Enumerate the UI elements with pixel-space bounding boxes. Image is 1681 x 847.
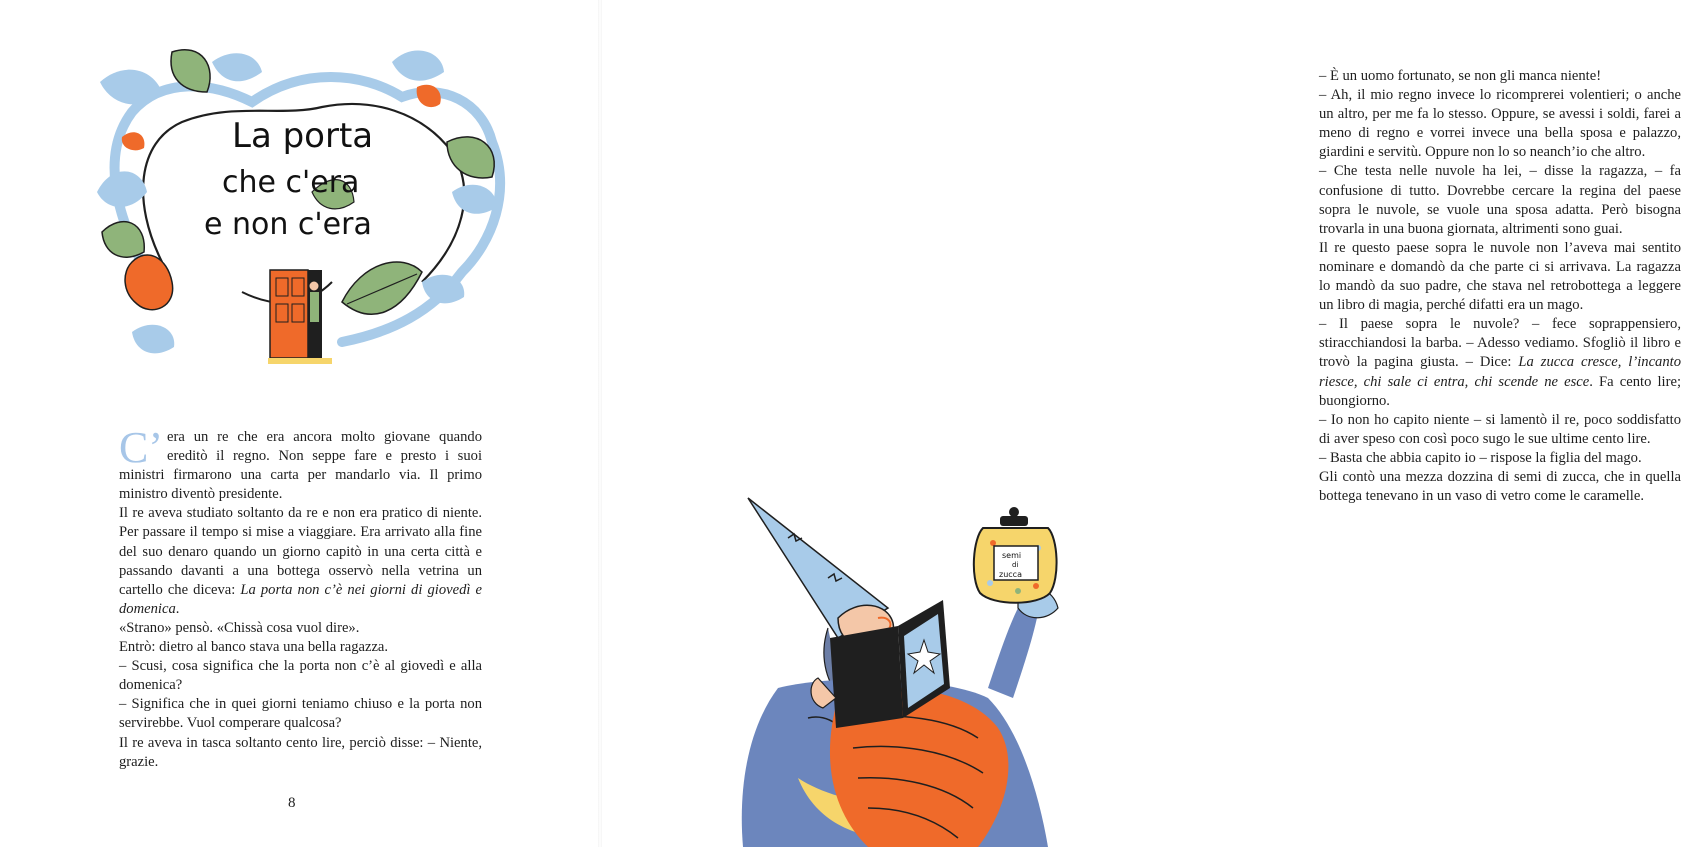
paragraph: Entrò: dietro al banco stava una bella ragazza. <box>119 639 389 656</box>
drop-cap: C’ <box>119 423 163 472</box>
paragraph: – Il paese sopra le nuvole? – fece soprappensiero, stiracchiandosi la barba. – Adesso vediamo. Sfogliò il libro e trovò la pagina giusta. – Dice: La zucca cresce, l’incanto riesce, chi sale ci entra, chi scende ne esce. Fa cento lire; buongiorno. <box>1319 316 1681 409</box>
paragraph: – Io non ho capito niente – si lamentò il re, poco soddisfatto di aver speso con così poco sugo le sue ultime cento lire. <box>1319 411 1681 447</box>
paragraph: Il re aveva studiato soltanto da re e non era pratico di niente. Per passare il tempo si mise a viaggiare. Era arrivato alla fine del suo denaro quando un giorno capitò in una certa città e passando davanti a una bottega osservò nella vetrina un cartello che diceva: La porta non c’è nei giorni di giovedì e domenica. <box>119 505 482 617</box>
paragraph: – Ah, il mio regno invece lo ricomprerei volentieri; o anche un altro, per me fa lo stesso. Oppure, se avessi i soldi, farei a meno di regno e vorrei invece una bella sposa e palazzo, giardini e servitù. Oppure non lo so neanch’io che altro. <box>1319 87 1681 161</box>
left-page-text <box>119 423 482 772</box>
right-page-text <box>1319 67 1681 506</box>
paragraph: – Significa che in quei giorni teniamo chiuso e la porta non servirebbe. Vuol comperare qualcosa? <box>119 696 482 732</box>
left-page <box>0 0 600 847</box>
paragraph: – È un uomo fortunato, se non gli manca niente! <box>1319 68 1602 84</box>
paragraph: Gli contò una mezza dozzina di semi di zucca, che in quella bottega tenevano in un vaso di vetro come le caramelle. <box>1319 468 1681 505</box>
paragraph: «Strano» pensò. «Chissà cosa vuol dire». <box>119 619 360 636</box>
jar-label-line-2: di <box>1012 561 1019 569</box>
paragraph: – Che testa nelle nuvole ha lei, – disse la ragazza, – fa confusione di tutto. Dovrebbe cercare la regina del paese sopra le nuvole, se vuole una sposa adatta. Però bisogna trovarla in una buona giornata, altrimenti sono guai. <box>1319 163 1681 237</box>
paragraph: Il re questo paese sopra le nuvole non l’aveva mai sentito nominare e domandò da che parte ci si arrivava. La ragazza lo mandò da suo padre, che stava nel retrobottega a leggere un libro di magia, perché difatti era un mago. <box>1319 239 1681 314</box>
wizard-illustration <box>718 488 1078 847</box>
title-line-1: La porta <box>232 116 374 156</box>
paragraph: – Scusi, cosa significa che la porta non c’è al giovedì e alla domenica? <box>119 658 482 694</box>
jar-label-line-3: zucca <box>999 570 1022 579</box>
title-illustration <box>92 42 512 372</box>
paragraph: – Basta che abbia capito io – rispose la figlia del mago. <box>1319 449 1642 466</box>
paragraph: C’ era un re che era ancora molto giovane quando ereditò il regno. Non seppe fare e presto i suoi ministri firmarono una carta per mandarlo via. Il primo ministro diventò presidente. <box>119 423 482 503</box>
paragraph: Il re aveva in tasca soltanto cento lire, perciò disse: – Niente, grazie. <box>119 734 482 770</box>
page-number: 8 <box>288 795 296 811</box>
jar-label-line-1: semi <box>1002 551 1022 560</box>
title-line-2: che c'era <box>222 165 360 200</box>
title-line-3: e non c'era <box>204 207 372 242</box>
